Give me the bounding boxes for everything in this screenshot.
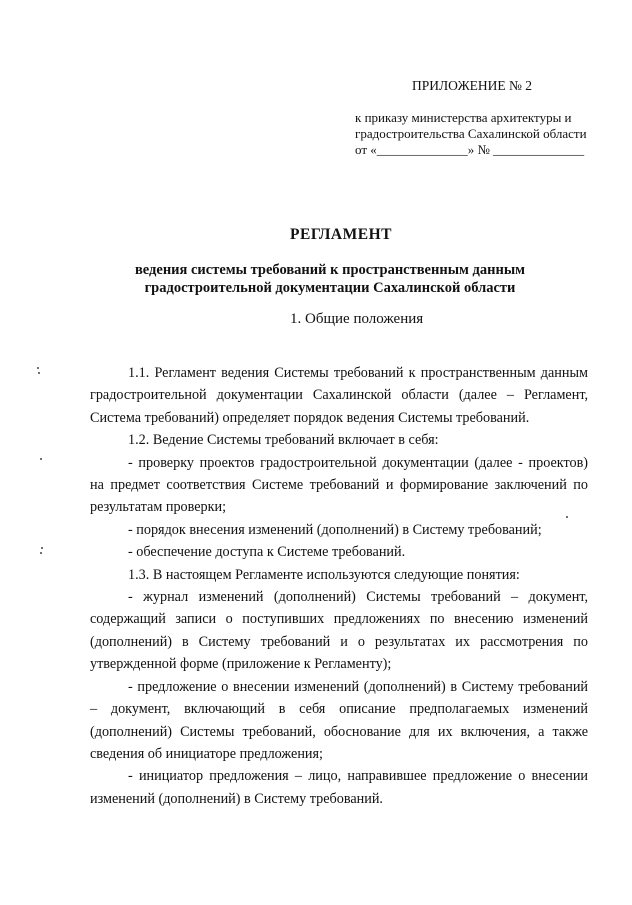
appendix-ref-line: к приказу министерства архитектуры и bbox=[355, 110, 572, 125]
appendix-ref-line: градостроительства Сахалинской области bbox=[355, 126, 587, 141]
document-title: РЕГЛАМЕНТ bbox=[290, 226, 392, 243]
section-heading: 1. Общие положения bbox=[290, 311, 424, 327]
document-subtitle: ведения системы требований к пространственным данным градостроительной документации Сахалинской области bbox=[134, 262, 526, 296]
scan-artifact bbox=[37, 367, 39, 369]
body-text bbox=[90, 362, 588, 810]
paragraph: - порядок внесения изменений (дополнений) в Систему требований; bbox=[128, 521, 542, 538]
paragraph: 1.1. Регламент ведения Системы требований к пространственным данным градостроительной документации Сахалинской области (далее – Регламент, Система требований) определяет порядок ведения Системы требований. bbox=[90, 365, 588, 426]
appendix-title: ПРИЛОЖЕНИЕ № 2 bbox=[412, 78, 533, 93]
paragraph: - инициатор предложения – лицо, направившее предложение о внесении изменений (дополнений) в Систему требований. bbox=[90, 768, 588, 807]
paragraph: 1.3. В настоящем Регламенте используются следующие понятия: bbox=[128, 566, 520, 583]
paragraph: - журнал изменений (дополнений) Системы требований – документ, содержащий записи о поступивших предложениях по внесению изменений (дополнений) в Систему требований и о результатах их рассмотрения по утвержденной форме (приложение к Регламенту); bbox=[90, 589, 588, 673]
scan-artifact bbox=[40, 552, 42, 554]
appendix-ref-line: от «______________» № ______________ bbox=[355, 142, 585, 157]
scan-artifact bbox=[40, 458, 42, 460]
paragraph: - предложение о внесении изменений (дополнений) в Систему требований – документ, включающий в себя описание предполагаемых изменений (дополнений) Системы требований, обоснование для их включения, а также сведения об инициаторе предложения; bbox=[90, 678, 588, 762]
scan-artifact bbox=[38, 372, 40, 374]
paragraph: 1.2. Ведение Системы требований включает в себя: bbox=[128, 432, 439, 449]
paragraph: - обеспечение доступа к Системе требований. bbox=[128, 544, 406, 561]
scan-artifact bbox=[41, 547, 43, 549]
scan-artifact bbox=[566, 516, 568, 518]
paragraph: - проверку проектов градостроительной документации (далее - проектов) на предмет соответствия Системе требований и формирование заключений по результатам проверки; bbox=[90, 454, 588, 516]
appendix-reference bbox=[355, 110, 587, 158]
